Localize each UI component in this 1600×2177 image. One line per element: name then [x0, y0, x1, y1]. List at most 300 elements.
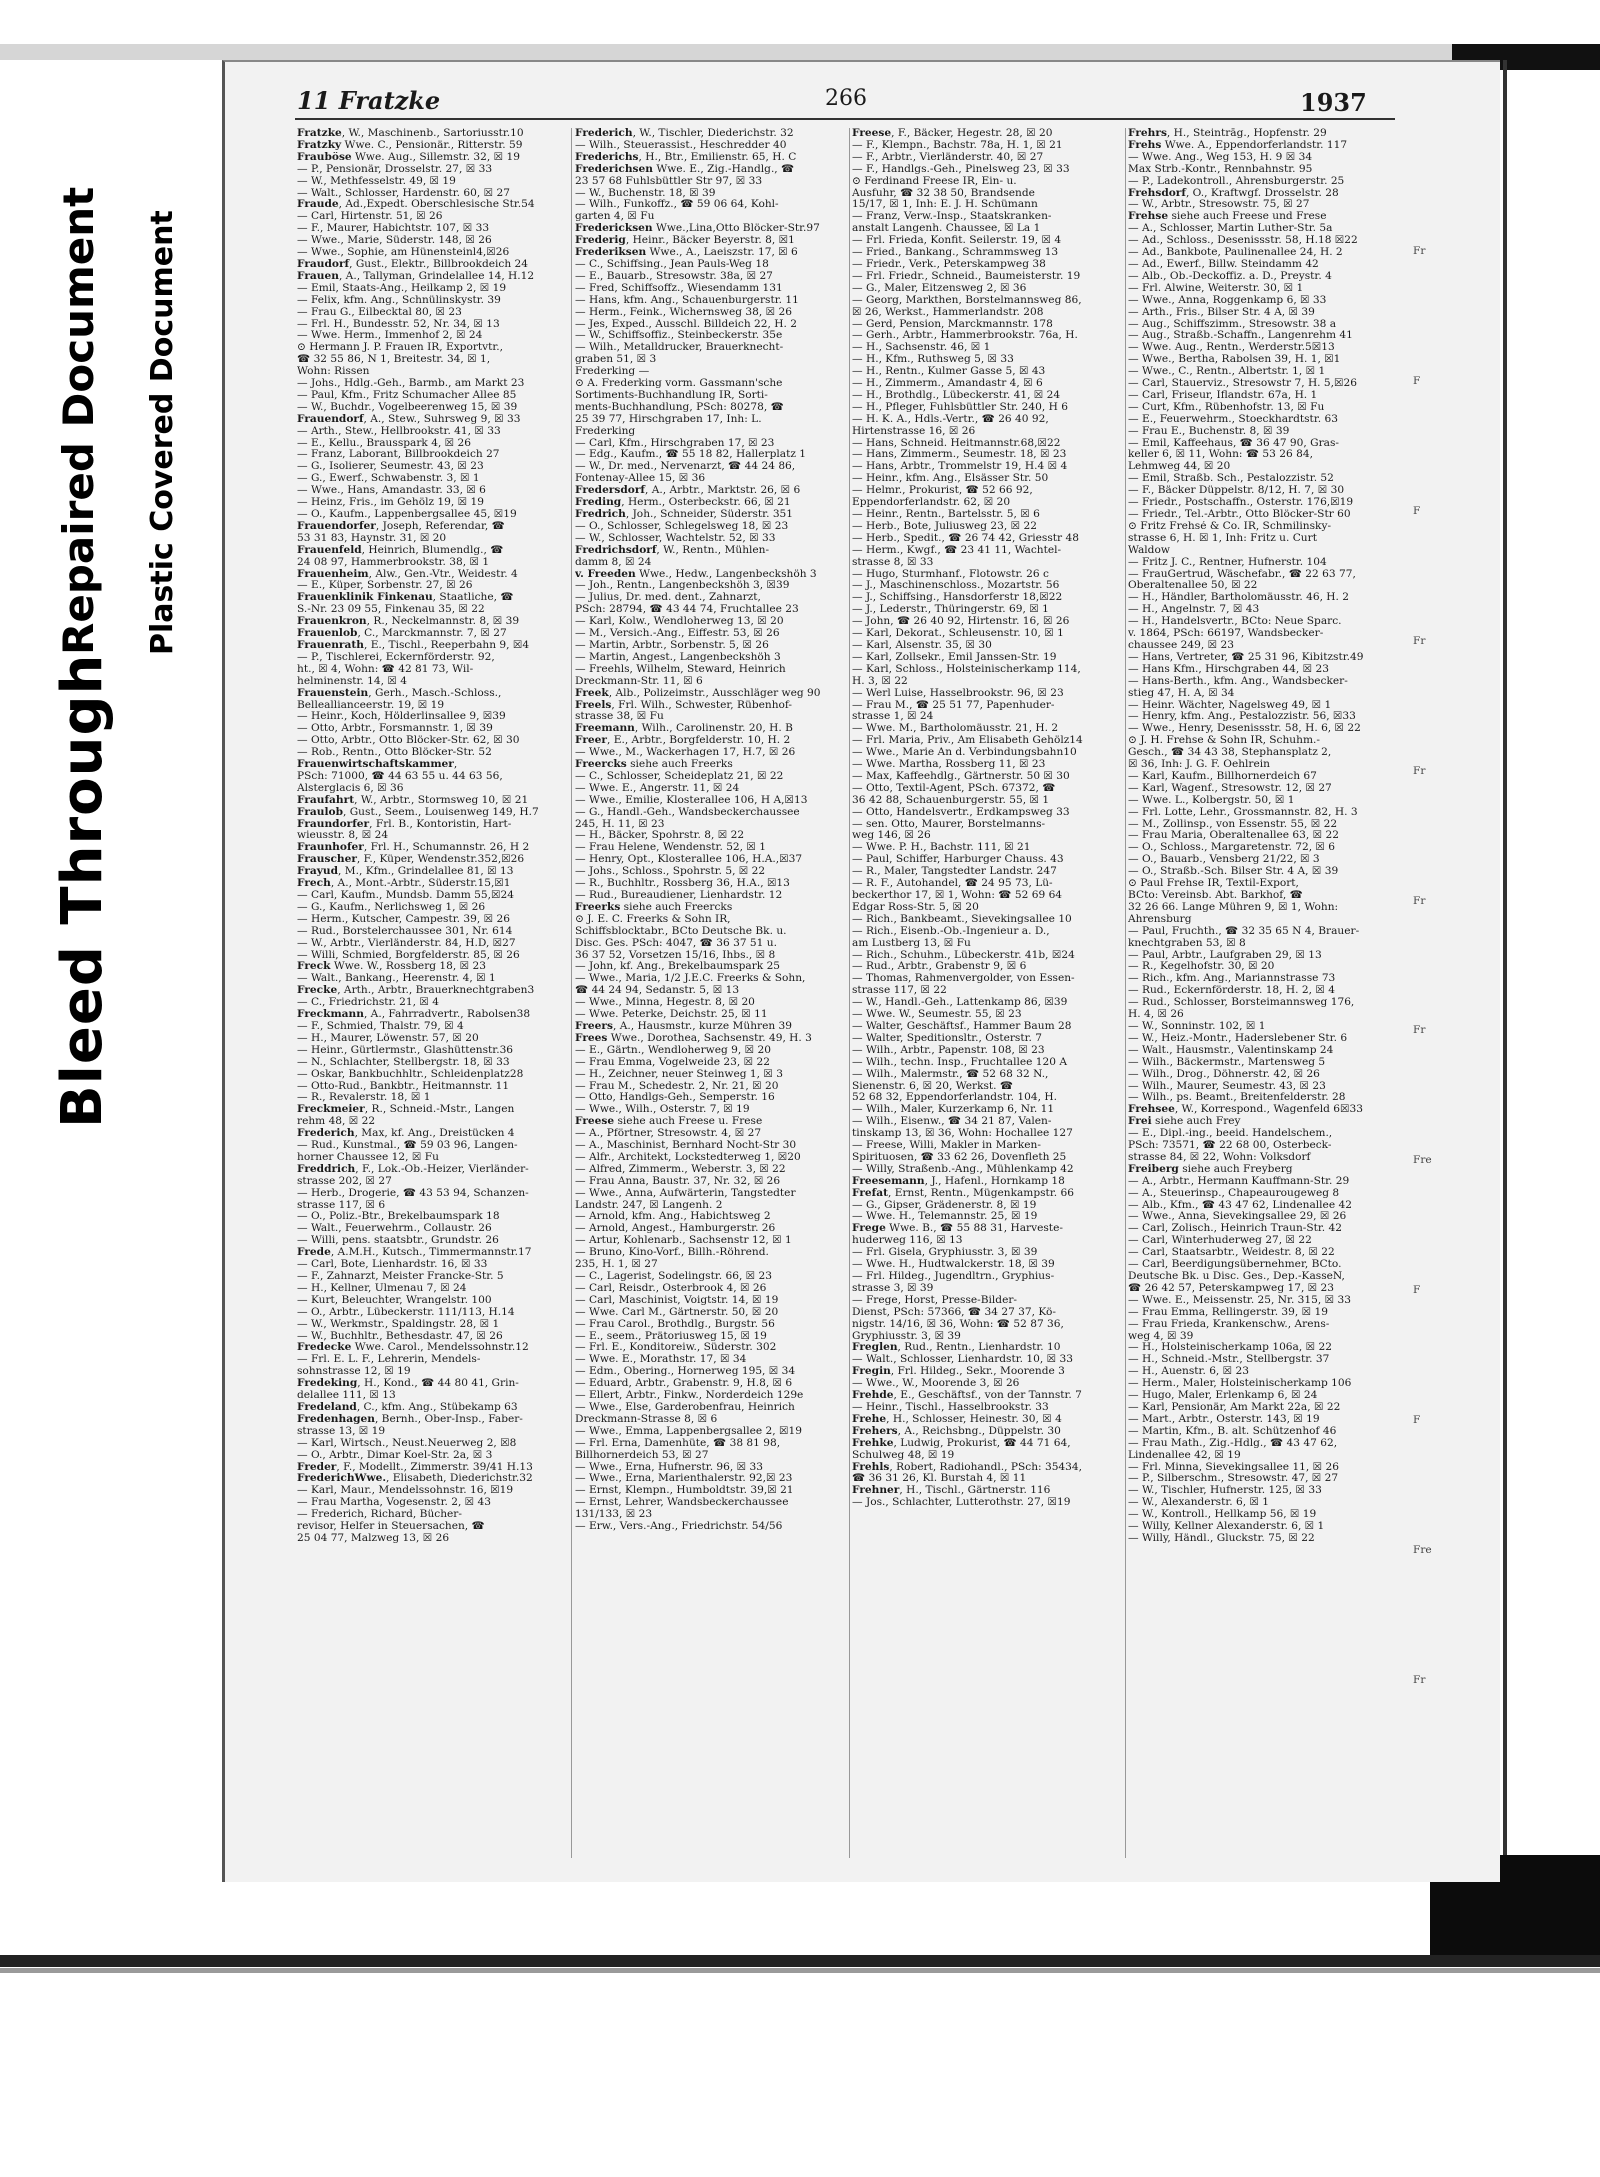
directory-line: — Franz, Laborant, Billbrookdeich 27	[297, 449, 500, 461]
directory-line: — P., Ladekontroll., Ahrensburgerstr. 25	[1128, 175, 1345, 187]
directory-line: — F., Klempn., Bachstr. 78a, H. 1, ☒ 21	[852, 139, 1063, 151]
directory-line: Ahrensburg	[1128, 913, 1192, 925]
directory-line: Ausfuhr, ☎ 32 38 50, Brandsende	[852, 187, 1035, 199]
directory-line: ☎ 26 42 57, Peterskampweg 17, ☒ 23	[1128, 1282, 1335, 1294]
directory-line: Fraunhofer, Frl. H., Schumannstr. 26, H 2	[297, 842, 530, 854]
directory-line: — Jos., Schlachter, Lutterothstr. 27, ☒19	[852, 1497, 1071, 1509]
directory-line: — Frau G., Eilbecktal 80, ☒ 23	[297, 306, 462, 318]
directory-line: — Wwe. E., Angerstr. 11, ☒ 24	[575, 782, 740, 794]
directory-line: — Heinr., Rentn., Bartelsstr. 5, ☒ 6	[852, 509, 1040, 520]
directory-line: — Mart., Arbtr., Osterstr. 143, ☒ 19	[1128, 1413, 1320, 1425]
directory-line: — Herb., Drogerie, ☎ 43 53 94, Schanzen-	[297, 1187, 529, 1199]
directory-line: — Wwe. M., Bartholomäusstr. 21, H. 2	[852, 723, 1059, 735]
directory-line: — Wwe., C., Rentn., Albertstr. 1, ☒ 1	[1128, 366, 1326, 378]
directory-line: — Walt., Schlosser, Lienhardstr. 10, ☒ 33	[852, 1354, 1073, 1366]
directory-line: Frehers, A., Reichsbng., Düppelstr. 30	[852, 1425, 1061, 1437]
directory-line: Schiffsblocktabr., BCto Deutsche Bk. u.	[575, 925, 787, 937]
directory-line: — Artur, Kohlenarb., Sachsenstr 12, ☒ 1	[575, 1235, 792, 1247]
directory-line: — Wwe., Henry, Desenissstr. 58, H. 6, ☒ 22	[1128, 723, 1361, 735]
directory-line: — Wilh., Maurer, Seumestr. 43, ☒ 23	[1128, 1080, 1326, 1092]
directory-line: — M., Zollinsp., von Essenstr. 55, ☒ 22	[1128, 818, 1338, 830]
directory-line: — R., Revalerstr. 18, ☒ 1	[297, 1092, 431, 1104]
directory-line: — O., Schloss., Margaretenstr. 72, ☒ 6	[1128, 842, 1336, 854]
directory-line: — H., Kfm., Ruthsweg 5, ☒ 33	[852, 354, 1014, 366]
directory-line: — W., Arbtr., Stresowstr. 75, ☒ 27	[1128, 199, 1310, 211]
directory-line: — Karl, Wirtsch., Neust.Neuerweg 2, ☒8	[297, 1437, 517, 1449]
directory-line: Fredecke Wwe. Carol., Mendelssohnstr.12	[297, 1342, 529, 1354]
directory-line: — W., Handl.-Geh., Lattenkamp 86, ☒39	[852, 997, 1068, 1009]
directory-line: — J., Lederstr., Thüringerstr. 69, ☒ 1	[852, 604, 1049, 616]
directory-line: — Wwe., Anna, Sievekingsallee 29, ☒ 26	[1128, 1211, 1347, 1223]
directory-line: — Carl, Staatsarbtr., Weidestr. 8, ☒ 22	[1128, 1247, 1335, 1259]
directory-line: — Wwe. L., Kolbergstr. 50, ☒ 1	[1128, 794, 1295, 806]
directory-line: 131/133, ☒ 23	[575, 1509, 653, 1521]
directory-line: — Gerd, Pension, Marckmannstr. 178	[852, 318, 1053, 330]
directory-line: Freiberg siehe auch Freyberg	[1128, 1163, 1293, 1175]
directory-line: Schulweg 48, ☒ 19	[852, 1449, 955, 1461]
directory-line: Eppendorferlandstr. 62, ☒ 20	[852, 497, 1011, 509]
directory-line: H. 3, ☒ 22	[852, 675, 908, 687]
directory-line: Frauenkron, R., Neckelmannstr. 8, ☒ 39	[297, 616, 520, 628]
directory-line: — Carl, Hirtenstr. 51, ☒ 26	[297, 211, 443, 223]
directory-line: — John, kf. Ang., Brekelbaumspark 25	[575, 961, 781, 973]
directory-line: Frauenheim, Alw., Gen.-Vtr., Weidestr. 4	[297, 568, 518, 580]
directory-line: — Frau Emma, Rellingerstr. 39, ☒ 19	[1128, 1306, 1328, 1318]
directory-line: — R., Buchhltr., Rossberg 36, H.A., ☒13	[575, 878, 790, 890]
directory-line: strasse 38, ☒ Fu	[575, 711, 664, 723]
directory-line: 25 39 77, Hirschgraben 17, Inh: L.	[575, 413, 762, 425]
directory-line: — Fried., Bankang., Schrammsweg 13	[852, 247, 1059, 259]
directory-line: Freder, F., Modellt., Zimmerstr. 39/41 H.13	[297, 1461, 533, 1473]
directory-line: — Henry, Opt., Klosterallee 106, H.A.,☒37	[575, 854, 803, 866]
directory-line: — W., Heiz.-Montr., Haderslebener Str. 6	[1128, 1032, 1348, 1044]
directory-line: — H., Angelnstr. 7, ☒ 43	[1128, 604, 1260, 616]
directory-line: ⊙ Hermann J. P. Frauen IR, Exportvtr.,	[297, 342, 504, 354]
directory-line: Fredrichsdorf, W., Rentn., Mühlen-	[575, 544, 770, 556]
directory-line: Fr	[1413, 1674, 1426, 1686]
scan-top-edge	[0, 44, 1600, 60]
directory-line: — Wwe., Else, Garderobenfrau, Heinrich	[575, 1401, 795, 1413]
directory-line: BCto: Vereinsb. Abt. Barkhof, ☎	[1128, 890, 1303, 901]
directory-line: — Rud., Borstelerchaussee 301, Nr. 614	[297, 925, 513, 937]
directory-line: — W., Tischler, Hufnerstr. 125, ☒ 33	[1128, 1485, 1322, 1497]
directory-line: Sienenstr. 6, ☒ 20, Werkst. ☎	[852, 1080, 1014, 1092]
directory-line: — R., Maler, Tangstedter Landstr. 247	[852, 866, 1057, 878]
directory-line: Frehsdorf, O., Kraftwgf. Drosselstr. 28	[1128, 187, 1339, 199]
directory-line: — Wilh., Metalldrucker, Brauerknecht-	[575, 342, 784, 354]
directory-line: — Frau Martha, Vogesenstr. 2, ☒ 43	[297, 1497, 492, 1509]
directory-line: — O., Arbtr., Dimar Koel-Str. 2a, ☒ 3	[297, 1449, 493, 1461]
directory-line: — Rich., kfm. Ang., Mariannstrasse 73	[1128, 973, 1336, 985]
directory-line: — Henry, kfm. Ang., Pestalozzistr. 56, ☒33	[1128, 711, 1356, 723]
directory-line: weg 146, ☒ 26	[852, 830, 931, 842]
directory-line: — Wilh., ps. Beamt., Breitenfelderstr. 28	[1128, 1092, 1346, 1104]
directory-line: — Heinz, Fris., im Gehölz 19, ☒ 19	[297, 497, 484, 509]
directory-line: — Friedr., Postschaffn., Osterstr. 176,☒19	[1128, 497, 1354, 509]
directory-line: Frayud, M., Kfm., Grindelallee 81, ☒ 13	[297, 866, 514, 878]
directory-line: — R., Kegelhofstr. 30, ☒ 20	[1128, 961, 1275, 973]
directory-line: — Wwe. Herm., Immenhof 2, ☒ 24	[297, 330, 483, 342]
directory-line: beckerthor 17, ☒ 1, Wohn: ☎ 52 69 64	[852, 890, 1063, 901]
directory-line: — H., Rentn., Kulmer Gasse 5, ☒ 43	[852, 366, 1046, 378]
directory-line: Frehe, H., Schlosser, Heinestr. 30, ☒ 4	[852, 1413, 1062, 1425]
directory-line: — P., Pensionär, Drosselstr. 27, ☒ 33	[297, 163, 493, 175]
directory-line: — Herb., Bote, Juliusweg 23, ☒ 22	[852, 520, 1037, 532]
directory-line: — J., Schiffsing., Hansdorferstr 18,☒22	[852, 592, 1063, 604]
directory-line: Frehls, Robert, Radiohandl., PSch: 35434,	[852, 1461, 1083, 1473]
directory-line: ments-Buchhandlung, PSch: 80278, ☎	[575, 401, 784, 413]
directory-line: — O., Arbtr., Lübeckerstr. 111/113, H.14	[297, 1306, 515, 1318]
directory-line: strasse 13, ☒ 19	[297, 1425, 386, 1437]
directory-line: — G., Kaufm., Nerlichsweg 1, ☒ 26	[297, 901, 486, 913]
directory-line: — Walter, Geschäftsf., Hammer Baum 28	[852, 1020, 1072, 1032]
directory-line: ☎ 36 31 26, Kl. Burstah 4, ☒ 11	[852, 1473, 1027, 1485]
directory-line: Fredeland, C., kfm. Ang., Stübekamp 63	[297, 1401, 518, 1413]
directory-line: Fredeking, H., Kond., ☎ 44 80 41, Grin-	[297, 1378, 519, 1390]
directory-line: — F., Handlgs.-Geh., Pinelsweg 23, ☒ 33	[852, 163, 1070, 175]
directory-line: — H., Auenstr. 6, ☒ 23	[1128, 1366, 1250, 1378]
directory-line: Frehs Wwe. A., Eppendorferlandstr. 117	[1128, 139, 1348, 151]
directory-line: — Frl. E. L. F., Lehrerin, Mendels-	[297, 1354, 481, 1366]
directory-line: — Freehls, Wilhelm, Steward, Heinrich	[575, 663, 786, 675]
directory-line: — E., Feuerwehrm., Stoeckhardtstr. 63	[1128, 413, 1338, 425]
directory-line: Fredrich, Joh., Schneider, Süderstr. 351	[575, 509, 794, 520]
directory-line: Fratzky Wwe. C., Pensionär., Ritterstr. 59	[297, 139, 523, 151]
directory-line: Wohn: Rissen	[297, 366, 370, 378]
directory-line: — Joh., Rentn., Langenbeckshöh 3, ☒39	[575, 580, 790, 592]
column-1	[297, 128, 567, 1858]
directory-line: 25 04 77, Malzweg 13, ☒ 26	[297, 1532, 450, 1544]
directory-line: — Frau Maria, Oberaltenallee 63, ☒ 22	[1128, 830, 1339, 842]
directory-line: — G., Isolierer, Seumestr. 43, ☒ 23	[297, 461, 484, 473]
directory-line: F	[1413, 1415, 1421, 1427]
directory-line: v. Freeden Wwe., Hedw., Langenbeckshöh 3	[575, 568, 817, 580]
directory-line: — H., Brothdlg., Lübeckerstr. 41, ☒ 24	[852, 389, 1061, 401]
directory-line: — Rud., Arbtr., Grabenstr 9, ☒ 6	[852, 961, 1027, 973]
directory-line: — Rich., Eisenb.-Ob.-Ingenieur a. D.,	[852, 925, 1050, 937]
directory-line: FrederichWwe., Elisabeth, Diederichstr.32	[297, 1473, 533, 1485]
directory-line: — Karl, Maur., Mendelssohnstr. 16, ☒19	[297, 1485, 514, 1497]
directory-line: — Edm., Obering., Hornerweg 195, ☒ 34	[575, 1366, 796, 1378]
directory-line: — Willi, pens. staatsbtr., Grundstr. 26	[297, 1235, 499, 1247]
directory-line: chaussee 249, ☒ 23	[1128, 639, 1234, 651]
directory-line: — Wilh., Maler, Kurzerkamp 6, Nr. 11	[852, 1104, 1055, 1116]
directory-line: — Wilh., techn. Insp., Fruchtallee 120 A	[852, 1056, 1068, 1068]
directory-line: — Wwe., Emma, Lappenbergsallee 2, ☒19	[575, 1425, 802, 1437]
directory-line: stieg 47, H. A, ☒ 34	[1128, 687, 1235, 699]
directory-line: PSch: 71000, ☎ 44 63 55 u. 44 63 56,	[297, 770, 503, 782]
directory-line: — Wwe. Carl M., Gärtnerstr. 50, ☒ 20	[575, 1306, 779, 1318]
directory-line: — Martin, Arbtr., Sorbenstr. 5, ☒ 26	[575, 639, 769, 651]
directory-line: — Frau M., Schedestr. 2, Nr. 21, ☒ 20	[575, 1080, 779, 1092]
directory-line: — Karl, Pensionär, Am Markt 22a, ☒ 22	[1128, 1401, 1341, 1413]
directory-line: graben 51, ☒ 3	[575, 354, 657, 366]
directory-line: — Rud., Kunstmal., ☎ 59 03 96, Langen-	[297, 1140, 518, 1152]
directory-line: F	[1413, 505, 1421, 517]
directory-line: — Johs., Hdlg.-Geh., Barmb., am Markt 23	[297, 378, 525, 390]
directory-line: — Willi, Schmied, Borgfelderstr. 85, ☒ 26	[297, 949, 520, 961]
directory-line: — G., Maler, Eitzensweg 2, ☒ 36	[852, 282, 1027, 294]
directory-line: — John, ☎ 26 40 92, Hirtenstr. 16, ☒ 26	[852, 616, 1070, 628]
directory-line: Freemann, Wilh., Carolinenstr. 20, H. B	[575, 723, 793, 735]
directory-line: — Wwe., Maria, 1/2 J.E.C. Freerks & Sohn,	[575, 973, 806, 985]
directory-line: — Wwe., Marie, Süderstr. 148, ☒ 26	[297, 235, 492, 247]
directory-line: — Carl, Kaufm., Mundsb. Damm 55,☒24	[297, 890, 515, 901]
directory-line: — Walt., Schlosser, Hardenstr. 60, ☒ 27	[297, 187, 510, 199]
directory-line: Frauscher, F., Küper, Wendenstr.352,☒26	[297, 854, 525, 866]
directory-line: — Wwe., Minna, Hegestr. 8, ☒ 20	[575, 997, 755, 1009]
directory-line: — G., Gipser, Grädenerstr. 8, ☒ 19	[852, 1199, 1037, 1211]
directory-line: — Wwe. Peterke, Deichstr. 25, ☒ 11	[575, 1009, 768, 1021]
directory-line: ⊙ Fritz Frehsé & Co. IR, Schmilinsky-	[1128, 520, 1332, 532]
directory-line: — Emil, Straßb. Sch., Pestalozzistr. 52	[1128, 473, 1334, 485]
directory-line: — Frl. H., Bundesstr. 52, Nr. 34, ☒ 13	[297, 318, 500, 330]
directory-line: — Karl, Zollsekr., Emil Janssen-Str. 19	[852, 651, 1057, 663]
directory-line: — Wwe., Anna, Roggenkamp 6, ☒ 33	[1128, 294, 1327, 306]
directory-line: Billhornerdeich 53, ☒ 27	[575, 1449, 709, 1461]
directory-line: Freckmann, A., Fahrradvertr., Rabolsen38	[297, 1009, 531, 1021]
directory-line: — Wwe., Bertha, Rabolsen 39, H. 1, ☒1	[1128, 354, 1341, 366]
directory-line: Disc. Ges. PSch: 4047, ☎ 36 37 51 u.	[575, 937, 777, 949]
repaired-document-label: Repaired Document	[54, 186, 103, 655]
directory-line: Fre	[1413, 1545, 1432, 1557]
directory-line: — Julius, Dr. med. dent., Zahnarzt,	[575, 592, 761, 604]
directory-line: Frehner, H., Tischl., Gärtnerstr. 116	[852, 1485, 1051, 1497]
directory-line: — Gerh., Arbtr., Hammerbrookstr. 76a, H.	[852, 330, 1078, 342]
directory-line: S.-Nr. 23 09 55, Finkenau 35, ☒ 22	[297, 604, 485, 616]
directory-line: — Otto, Arbtr., Otto Blöcker-Str. 62, ☒ 30	[297, 735, 520, 747]
directory-line: Freck Wwe. W., Rossberg 18, ☒ 23	[297, 961, 486, 973]
directory-line: — Wwe. H., Hudtwalckerstr. 18, ☒ 39	[852, 1259, 1055, 1271]
directory-line: — Carl, Stauerviz., Stresowstr 7, H. 5,☒26	[1128, 378, 1358, 390]
directory-line: — J., Maschinenschloss., Mozartstr. 56	[852, 580, 1060, 592]
column-5-partial	[1413, 128, 1483, 1858]
directory-line: — Heinr., kfm. Ang., Elsässer Str. 50	[852, 473, 1049, 485]
directory-line: H. 4, ☒ 26	[1128, 1009, 1184, 1021]
directory-line: — Wilh., Malermstr., ☎ 52 68 32 N.,	[852, 1068, 1049, 1080]
directory-line: — Martin, Kfm., B. alt. Schützenhof 46	[1128, 1425, 1337, 1437]
directory-line: — A., Steuerinsp., Chapeaurougeweg 8	[1128, 1187, 1340, 1199]
directory-line: — Carl, Maschinist, Voigtstr. 14, ☒ 19	[575, 1294, 779, 1306]
directory-line: — W., Alexanderstr. 6, ☒ 1	[1128, 1497, 1270, 1509]
directory-line: strasse 3, ☒ 39	[852, 1282, 934, 1294]
directory-line: Freek, Alb., Polizeimstr., Ausschläger weg 90	[575, 687, 821, 699]
directory-line: — Heinr., Tischl., Hasselbrookstr. 33	[852, 1401, 1049, 1413]
directory-line: — Herm., Maler, Holsteinischerkamp 106	[1128, 1378, 1352, 1390]
directory-line: Fratzke, W., Maschinenb., Sartoriusstr.10	[297, 128, 524, 139]
directory-line: — Friedr., Verk., Peterskampweg 38	[852, 258, 1046, 270]
directory-line: — Frau Carol., Brothdlg., Burgstr. 56	[575, 1318, 775, 1330]
directory-line: — Heinr., Koch, Hölderlinsallee 9, ☒39	[297, 711, 506, 723]
directory-line: Frauenstein, Gerh., Masch.-Schloss.,	[297, 687, 502, 699]
directory-line: — Otto, Handlgs-Geh., Semperstr. 16	[575, 1092, 775, 1104]
directory-line: Fr	[1413, 895, 1426, 907]
directory-line: — Frege, Horst, Presse-Bilder-	[852, 1294, 1017, 1306]
directory-line: — W., Dr. med., Nervenarzt, ☎ 44 24 86,	[575, 461, 796, 473]
directory-line: — Walt., Bankang., Heerenstr. 4, ☒ 1	[297, 973, 496, 985]
directory-line: — Arnold, kfm. Ang., Habichtsweg 2	[575, 1211, 771, 1223]
directory-line: — Karl, Wagenf., Stresowstr. 12, ☒ 27	[1128, 782, 1332, 794]
directory-line: — Paul, Fruchth., ☎ 32 35 65 N 4, Brauer-	[1128, 925, 1360, 937]
directory-line: Frauenklinik Finkenau, Staatliche, ☎	[297, 592, 514, 604]
directory-line: Freese, F., Bäcker, Hegestr. 28, ☒ 20	[852, 128, 1053, 139]
directory-line: — Wwe., Hans, Amandastr. 33, ☒ 6	[297, 485, 486, 497]
directory-line: — Aug., Straßb.-Schaffn., Langenrehm 41	[1128, 330, 1353, 342]
directory-line: — Wwe. P. H., Bachstr. 111, ☒ 21	[852, 842, 1031, 854]
column-3	[852, 128, 1124, 1858]
directory-line: — Carl, Zolisch., Heinrich Traun-Str. 42	[1128, 1223, 1342, 1235]
directory-line: Frauenrath, E., Tischl., Reeperbahn 9, ☒4	[297, 639, 530, 651]
directory-line: — sen. Otto, Maurer, Borstelmanns-	[852, 818, 1046, 830]
directory-line: huderweg 116, ☒ 13	[852, 1235, 963, 1247]
directory-line: Frederiksen Wwe., A., Laeiszstr. 17, ☒ 6	[575, 247, 798, 259]
directory-line: — Johs., Schloss., Spohrstr. 5, ☒ 22	[575, 866, 766, 878]
directory-line: — A., Schlosser, Martin Luther-Str. 5a	[1128, 223, 1333, 235]
directory-line: Fr	[1413, 765, 1426, 777]
directory-line: damm 8, ☒ 24	[575, 556, 652, 568]
directory-line: garten 4, ☒ Fu	[575, 211, 655, 223]
directory-line: Frege Wwe. B., ☎ 55 88 31, Harveste-	[852, 1223, 1063, 1235]
directory-line: delallee 111, ☒ 13	[297, 1390, 396, 1402]
directory-line: — Emil, Kaffeehaus, ☎ 36 47 90, Gras-	[1128, 437, 1340, 449]
directory-line: — Frl. Alwine, Weiterstr. 30, ☒ 1	[1128, 282, 1304, 294]
directory-line: — Otto, Arbtr., Forsmannstr. 1, ☒ 39	[297, 723, 493, 735]
directory-line: Frederichs, H., Btr., Emilienstr. 65, H. C	[575, 151, 797, 163]
directory-line: — Frl. Erna, Damenhüte, ☎ 38 81 98,	[575, 1437, 781, 1449]
directory-line: — E., seem., Prätoriusweg 15, ☒ 19	[575, 1330, 767, 1342]
directory-line: Frehde, E., Geschäftsf., von der Tannstr. 7	[852, 1390, 1082, 1402]
directory-line: strasse 6, H. ☒ 1, Inh: Fritz u. Curt	[1128, 532, 1317, 544]
directory-line: — H., Handelsvertr., BCto: Neue Sparc.	[1128, 616, 1342, 628]
directory-line: — W., Werkmstr., Spaldingstr. 28, ☒ 1	[297, 1318, 500, 1330]
directory-line: — Hugo, Maler, Erlenkamp 6, ☒ 24	[1128, 1390, 1318, 1402]
directory-line: — Erw., Vers.-Ang., Friedrichstr. 54/56	[575, 1521, 783, 1533]
header-running-title: 11 Fratzke	[297, 86, 441, 115]
directory-line: — H. K. A., Hdls.-Vertr., ☎ 26 40 92,	[852, 413, 1049, 425]
scan-bottom-edge	[0, 1955, 1600, 1967]
directory-line: PSch: 73571, ☎ 22 68 00, Osterbeck-	[1128, 1140, 1332, 1152]
directory-line: — Fritz J. C., Rentner, Hufnerstr. 104	[1128, 556, 1327, 568]
directory-line: Spirituosen, ☎ 33 62 26, Dovenfleth 25	[852, 1151, 1067, 1163]
directory-line: — A., Pförtner, Stresowstr. 4, ☒ 27	[575, 1128, 762, 1140]
directory-line: — E., Dipl.-ing., beeid. Handelschem.,	[1128, 1128, 1333, 1140]
directory-line: Frehrs, H., Steintrāg., Hopfenstr. 29	[1128, 128, 1327, 139]
directory-line: — Aug., Schiffszimm., Stresowstr. 38 a	[1128, 318, 1337, 330]
directory-line: Freckmeier, R., Schneid.-Mstr., Langen	[297, 1104, 515, 1116]
directory-line: — Ellert, Arbtr., Finkw., Norderdeich 129e	[575, 1390, 804, 1402]
directory-line: — Wwe., Erna, Hufnerstr. 96, ☒ 33	[575, 1461, 763, 1473]
directory-line: — FrauGertrud, Wäschefabr., ☎ 22 63 77,	[1128, 568, 1356, 580]
directory-line: — Jes, Exped., Ausschl. Billdeich 22, H. 2	[575, 318, 797, 330]
directory-line: — Wwe., Sophie, am Hünensteinl4,☒26	[297, 247, 510, 259]
directory-line: — Frl. E., Konditoreiw., Süderstr. 302	[575, 1342, 777, 1354]
directory-line: — Walt., Feuerwehrm., Collaustr. 26	[297, 1223, 492, 1235]
directory-line: — Rud., Schlosser, Borsteimannsweg 176,	[1128, 997, 1355, 1009]
directory-line: — Frl. Minna, Sievekingsallee 11, ☒ 26	[1128, 1461, 1340, 1473]
directory-line: — Rob., Rentn., Otto Blöcker-Str. 52	[297, 747, 492, 759]
directory-line: Frederking	[575, 425, 636, 437]
directory-line: Fregin, Frl. Hildeg., Sekr., Moorende 3	[852, 1366, 1065, 1378]
directory-line: ☎ 44 24 94, Sedanstr. 5, ☒ 13	[575, 985, 740, 997]
directory-line: ☒ 36, Inh: J. G. F. Oehlrein	[1128, 759, 1270, 771]
directory-line: — W., Schlosser, Wachtelstr. 52, ☒ 33	[575, 532, 776, 544]
directory-line: — C., Lagerist, Sodelingstr. 66, ☒ 23	[575, 1271, 773, 1282]
directory-line: — G., Ewerf., Schwabenstr. 3, ☒ 1	[297, 473, 480, 485]
directory-line: Frefat, Ernst, Rentn., Mügenkampstr. 66	[852, 1187, 1074, 1199]
directory-line: — Felix, kfm. Ang., Schnülinskystr. 39	[297, 294, 501, 306]
page-header	[225, 62, 1500, 118]
directory-line: — Carl, Bote, Lienhardstr. 16, ☒ 33	[297, 1259, 488, 1271]
directory-line: — Paul, Kfm., Fritz Schumacher Allee 85	[297, 389, 517, 401]
directory-line: Frauenlob, C., Marckmannstr. 7, ☒ 27	[297, 628, 507, 640]
directory-line: ⊙ Paul Frehse IR, Textil-Export,	[1128, 878, 1299, 890]
directory-line: — Willy, Händl., Gluckstr. 75, ☒ 22	[1128, 1532, 1315, 1544]
directory-line: — E., Kellu., Brausspark 4, ☒ 26	[297, 437, 472, 449]
directory-line: Frederig, Heinr., Bäcker Beyerstr. 8, ☒1	[575, 235, 795, 247]
directory-line: ☒ 26, Werkst., Hammerlandstr. 208	[852, 306, 1044, 318]
directory-line: — M., Versich.-Ang., Eiffestr. 53, ☒ 26	[575, 628, 780, 640]
directory-line: — O., Straßb.-Sch. Bilser Str. 4 A, ☒ 39	[1128, 866, 1339, 878]
directory-line: Fr	[1413, 246, 1426, 257]
plastic-covered-label: Plastic Covered Document	[145, 210, 180, 655]
directory-line: — Ad., Schloss., Desenissstr. 58, H.18 ☒22	[1128, 235, 1358, 247]
directory-line: — O., Schlosser, Schlegelsweg 18, ☒ 23	[575, 520, 789, 532]
directory-line: Sortiments-Buchhandlung IR, Sorti-	[575, 389, 768, 401]
directory-line: am Lustberg 13, ☒ Fu	[852, 937, 971, 949]
directory-line: — Paul, Schiffer, Harburger Chauss. 43	[852, 854, 1064, 866]
directory-line: strasse 1, ☒ 24	[852, 711, 934, 723]
directory-line: ⊙ Ferdinand Freese IR, Ein- u.	[852, 175, 1017, 187]
directory-line: — Willy, Straßenb.-Ang., Mühlenkamp 42	[852, 1163, 1074, 1175]
directory-line: — Wwe. Ang., Weg 153, H. 9 ☒ 34	[1128, 151, 1313, 163]
directory-line: Frederich, Max, kf. Ang., Dreistücken 4	[297, 1128, 515, 1140]
directory-line: — W., Sonninstr. 102, ☒ 1	[1128, 1020, 1266, 1032]
directory-line: — Frau Frieda, Krankenschw., Arens-	[1128, 1318, 1330, 1330]
directory-line: — Hans-Berth., kfm. Ang., Wandsbecker-	[1128, 675, 1348, 687]
directory-line: — Wwe., Marie An d. Verbindungsbahn10	[852, 747, 1077, 759]
directory-line: — Frl. Hildeg., Jugendltrn., Gryphius-	[852, 1271, 1055, 1282]
directory-line: — Kurt, Beleuchter, Wrangelstr. 100	[297, 1294, 492, 1306]
directory-line: Fredericksen Wwe.,Lina,Otto Blöcker-Str.97	[575, 223, 820, 235]
directory-line: — F., Maurer, Habichtstr. 107, ☒ 33	[297, 223, 490, 235]
header-year: 1937	[1300, 88, 1367, 117]
directory-line: — Fred, Schiffsoffz., Wiesendamm 131	[575, 282, 783, 294]
directory-line: Frauenfeld, Heinrich, Blumendlg., ☎	[297, 544, 504, 556]
directory-line: — Rud., Bureaudiener, Lienhardstr. 12	[575, 890, 783, 901]
directory-line: — H., Schneid.-Mstr., Stellbergstr. 37	[1128, 1354, 1330, 1366]
directory-line: — Wwe. E., Meissenstr. 25, Nr. 315, ☒ 33	[1128, 1294, 1351, 1306]
directory-line: Lindenallee 42, ☒ 19	[1128, 1449, 1241, 1461]
directory-line: — F., Arbtr., Vierländerstr. 40, ☒ 27	[852, 151, 1044, 163]
directory-line: — R. F., Autohandel, ☎ 24 95 73, Lü-	[852, 878, 1053, 890]
directory-line: — Frl. Frieda, Konfit. Seilerstr. 19, ☒ 4	[852, 235, 1062, 247]
directory-line: strasse 8, ☒ 33	[852, 556, 934, 568]
directory-line: — Frl. Gisela, Gryphiusstr. 3, ☒ 39	[852, 1247, 1038, 1259]
directory-line: 53 31 83, Haynstr. 31, ☒ 20	[297, 532, 447, 544]
column-divider	[1125, 128, 1126, 1858]
directory-line: — Carl, Friseur, Iflandstr. 67a, H. 1	[1128, 389, 1318, 401]
directory-line: — Oskar, Bankbuchhltr., Schleidenplatz28	[297, 1068, 524, 1080]
directory-line: 235, H. 1, ☒ 27	[575, 1259, 658, 1271]
directory-line: — W., Buchenstr. 18, ☒ 39	[575, 187, 716, 199]
directory-line: — Ernst, Klempn., Humboldtstr. 39,☒ 21	[575, 1485, 794, 1497]
directory-line: — Carl, Reisdr., Osterbrook 4, ☒ 26	[575, 1282, 767, 1294]
directory-line: Oberaltenallee 50, ☒ 22	[1128, 580, 1258, 592]
directory-line: — Hans, Zimmerm., Seumestr. 18, ☒ 23	[852, 449, 1067, 461]
directory-line: Fre	[1413, 1155, 1432, 1167]
directory-line: — Martin, Angest., Langenbeckshöh 3	[575, 651, 781, 663]
directory-line: 23 57 68 Fuhlsbüttler Str 97, ☒ 33	[575, 175, 763, 187]
